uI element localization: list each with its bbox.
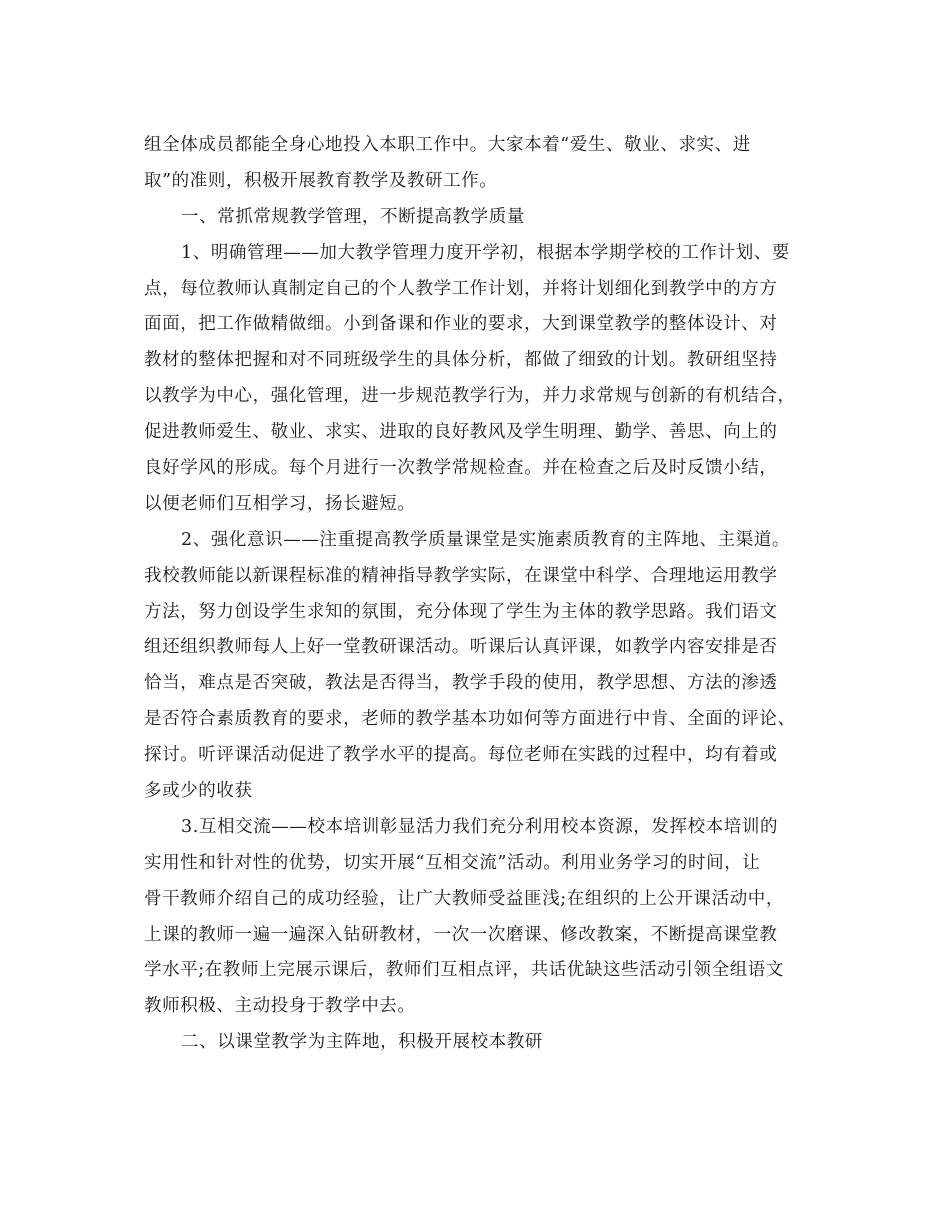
text-line: 组全体成员都能全身心地投入本职工作中。大家本着“爱生、敬业、求实、进: [144, 135, 751, 155]
text-line: 2、强化意识——注重提高教学质量课堂是实施素质教育的主阵地、主渠道。: [181, 529, 791, 550]
document-body: [144, 128, 814, 1061]
text-line: 以教学为中心，强化管理，进一步规范教学行为，并力求常规与创新的有机结合，: [144, 386, 796, 407]
text-line: 骨干教师介绍自己的成功经验，让广大教师受益匪浅;在组织的上公开课活动中，: [144, 888, 784, 909]
text-line: 二、以课堂教学为主阵地，积极开展校本教研: [181, 1032, 543, 1053]
text-line: 以便老师们互相学习，扬长避短。: [144, 493, 416, 514]
text-line: 促进教师爱生、敬业、求实、进取的良好教风及学生明理、勤学、善思、向上的: [144, 422, 778, 443]
text-line: 多或少的收获: [144, 781, 253, 802]
text-line: 恰当，难点是否突破，教法是否得当，教学手段的使用，教学思想、方法的渗透: [144, 673, 778, 694]
text-line: 点，每位教师认真制定自己的个人教学工作计划，并将计划细化到教学中的方方: [144, 278, 778, 299]
text-line: 3.互相交流——校本培训彰显活力我们充分利用校本资源，发挥校本培训的: [181, 816, 779, 837]
text-line: 实用性和针对性的优势，切实开展“互相交流”活动。利用业务学习的时间，让: [144, 852, 761, 873]
text-line: 良好学风的形成。每个月进行一次教学常规检查。并在检查之后及时反馈小结，: [144, 458, 778, 479]
text-line: 组还组织教师每人上好一堂教研课活动。听课后认真评课，如教学内容安排是否: [144, 637, 778, 658]
text-line: 我校教师能以新课程标准的精神指导教学实际，在课堂中科学、合理地运用教学: [144, 565, 778, 586]
text-line: 教材的整体把握和对不同班级学生的具体分析，都做了细致的计划。教研组坚持: [144, 350, 778, 371]
text-line: 一、常抓常规教学管理，不断提高教学质量: [181, 206, 525, 227]
text-line: 学水平;在教师上完展示课后，教师们互相点评，共话优缺这些活动引领全组语文: [144, 960, 784, 981]
text-line: 是否符合素质教育的要求，老师的教学基本功如何等方面进行中肯、全面的评论、: [144, 709, 796, 730]
text-line: 探讨。听评课活动促进了教学水平的提高。每位老师在实践的过程中，均有着或: [144, 745, 778, 766]
text-line: 上课的教师一遍一遍深入钻研教材，一次一次磨课、修改教案，不断提高课堂教: [144, 924, 778, 945]
text-line: 1、明确管理——加大教学管理力度开学初，根据本学期学校的工作计划、要: [181, 242, 791, 263]
text-line: 面面，把工作做精做细。小到备课和作业的要求，大到课堂教学的整体设计、对: [144, 314, 778, 335]
text-line: 取”的准则，积极开展教育教学及教研工作。: [144, 170, 498, 191]
text-line: 教师积极、主动投身于教学中去。: [144, 996, 416, 1017]
text-line: 方法，努力创设学生求知的氛围，充分体现了学生为主体的教学思路。我们语文: [144, 601, 778, 622]
